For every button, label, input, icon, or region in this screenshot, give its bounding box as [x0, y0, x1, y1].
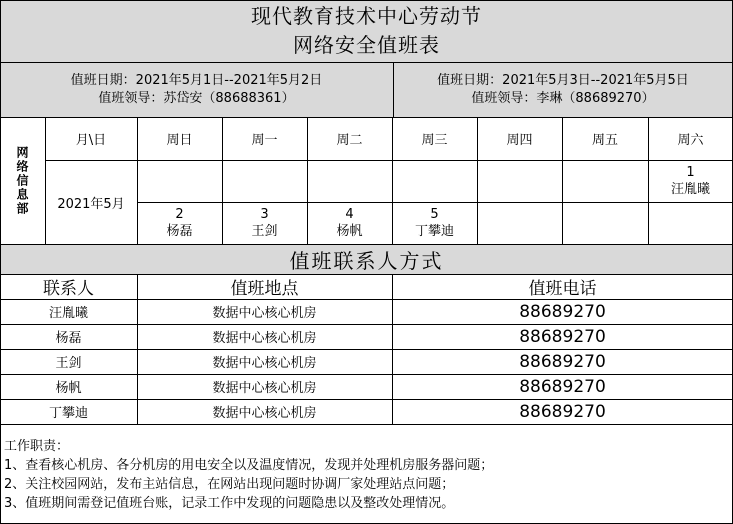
grid-line	[392, 117, 393, 244]
weekday-wed: 周三	[421, 133, 448, 148]
duty-item-2: 2、关注校园网站，发布主站信息，在网站出现问题时协调厂家处理站点问题；	[4, 477, 455, 492]
grid-line	[0, 62, 733, 63]
contacts-header-location: 值班地点	[230, 279, 299, 299]
grid-line	[137, 274, 138, 424]
weekday-thu: 周四	[506, 133, 533, 148]
title-line-2: 网络安全值班表	[293, 33, 440, 57]
calendar-corner: 月\日	[75, 133, 107, 148]
contact-name: 杨帆	[55, 381, 82, 396]
page-title	[0, 2, 733, 60]
duty-responsibilities	[4, 437, 729, 513]
contacts-section-title: 值班联系人方式	[289, 248, 444, 273]
grid-line	[45, 117, 46, 244]
grid-line	[0, 244, 733, 245]
weekday-sat: 周六	[677, 133, 704, 148]
contacts-header-name: 联系人	[43, 279, 94, 299]
contact-name: 丁攀迪	[48, 406, 88, 421]
contact-name: 王剑	[55, 356, 82, 371]
grid-line	[0, 0, 1, 524]
day-number: 5	[430, 207, 439, 222]
duty-leader-right: 值班领导：李琳（88689270）	[471, 91, 655, 106]
grid-line	[0, 424, 733, 425]
contact-location: 数据中心核心机房	[212, 406, 317, 421]
calendar-day-sat-1	[648, 160, 733, 202]
contacts-header-phone: 值班电话	[528, 279, 597, 299]
calendar-day-5	[392, 202, 477, 244]
day-person: 杨磊	[166, 224, 193, 239]
grid-line	[0, 399, 733, 400]
contact-name: 汪胤曦	[48, 306, 88, 321]
contact-phone: 88689270	[519, 326, 606, 347]
grid-line	[392, 274, 393, 424]
contact-location: 数据中心核心机房	[212, 306, 317, 321]
grid-line	[0, 274, 733, 275]
duty-info-right	[393, 64, 733, 116]
contact-phone: 88689270	[519, 351, 606, 372]
contact-name: 杨磊	[55, 331, 82, 346]
duty-dates-left: 值班日期：2021年5月1日--2021年5月2日	[70, 73, 323, 88]
day-number: 4	[345, 207, 354, 222]
grid-line	[0, 299, 733, 300]
contact-phone: 88689270	[519, 301, 606, 322]
department-label	[0, 117, 45, 244]
day-person: 王剑	[251, 224, 278, 239]
contact-phone: 88689270	[519, 376, 606, 397]
contact-location: 数据中心核心机房	[212, 381, 317, 396]
grid-line	[137, 117, 138, 244]
grid-line	[0, 117, 733, 118]
grid-line	[393, 62, 394, 117]
grid-line	[0, 0, 733, 1]
day-number: 1	[686, 165, 695, 180]
calendar-month: 2021年5月	[57, 196, 125, 212]
day-number: 3	[260, 207, 269, 222]
grid-line	[0, 324, 733, 325]
weekday-sun: 周日	[166, 133, 193, 148]
duty-leader-left: 值班领导：苏岱安（88688361）	[98, 91, 295, 106]
duty-info-left	[0, 64, 393, 116]
contact-location: 数据中心核心机房	[212, 331, 317, 346]
weekday-tue: 周二	[336, 133, 363, 148]
grid-line	[307, 117, 308, 244]
calendar-day-2	[137, 202, 222, 244]
grid-line	[648, 117, 649, 244]
day-person: 丁攀迪	[414, 224, 454, 239]
weekday-fri: 周五	[591, 133, 618, 148]
grid-line	[0, 349, 733, 350]
calendar-day-3	[222, 202, 307, 244]
grid-line	[137, 202, 733, 203]
grid-line	[562, 117, 563, 244]
grid-line	[477, 117, 478, 244]
calendar-day-4	[307, 202, 392, 244]
day-person: 杨帆	[336, 224, 363, 239]
day-number: 2	[175, 207, 184, 222]
grid-line	[0, 374, 733, 375]
department-text: 网络信息部	[15, 145, 29, 216]
grid-line	[222, 117, 223, 244]
day-person: 汪胤曦	[670, 182, 710, 197]
duty-item-3: 3、值班期间需登记值班台账，记录工作中发现的问题隐患以及整改处理情况。	[4, 496, 455, 511]
weekday-mon: 周一	[251, 133, 278, 148]
duty-dates-right: 值班日期：2021年5月3日--2021年5月5日	[437, 73, 689, 88]
contact-location: 数据中心核心机房	[212, 356, 317, 371]
title-line-1: 现代教育技术中心劳动节	[251, 4, 482, 28]
duty-item-1: 1、查看核心机房、各分机房的用电安全以及温度情况，发现并处理机房服务器问题；	[4, 458, 494, 473]
duties-heading: 工作职责：	[4, 439, 70, 454]
contact-phone: 88689270	[519, 401, 606, 422]
grid-line	[45, 160, 733, 161]
